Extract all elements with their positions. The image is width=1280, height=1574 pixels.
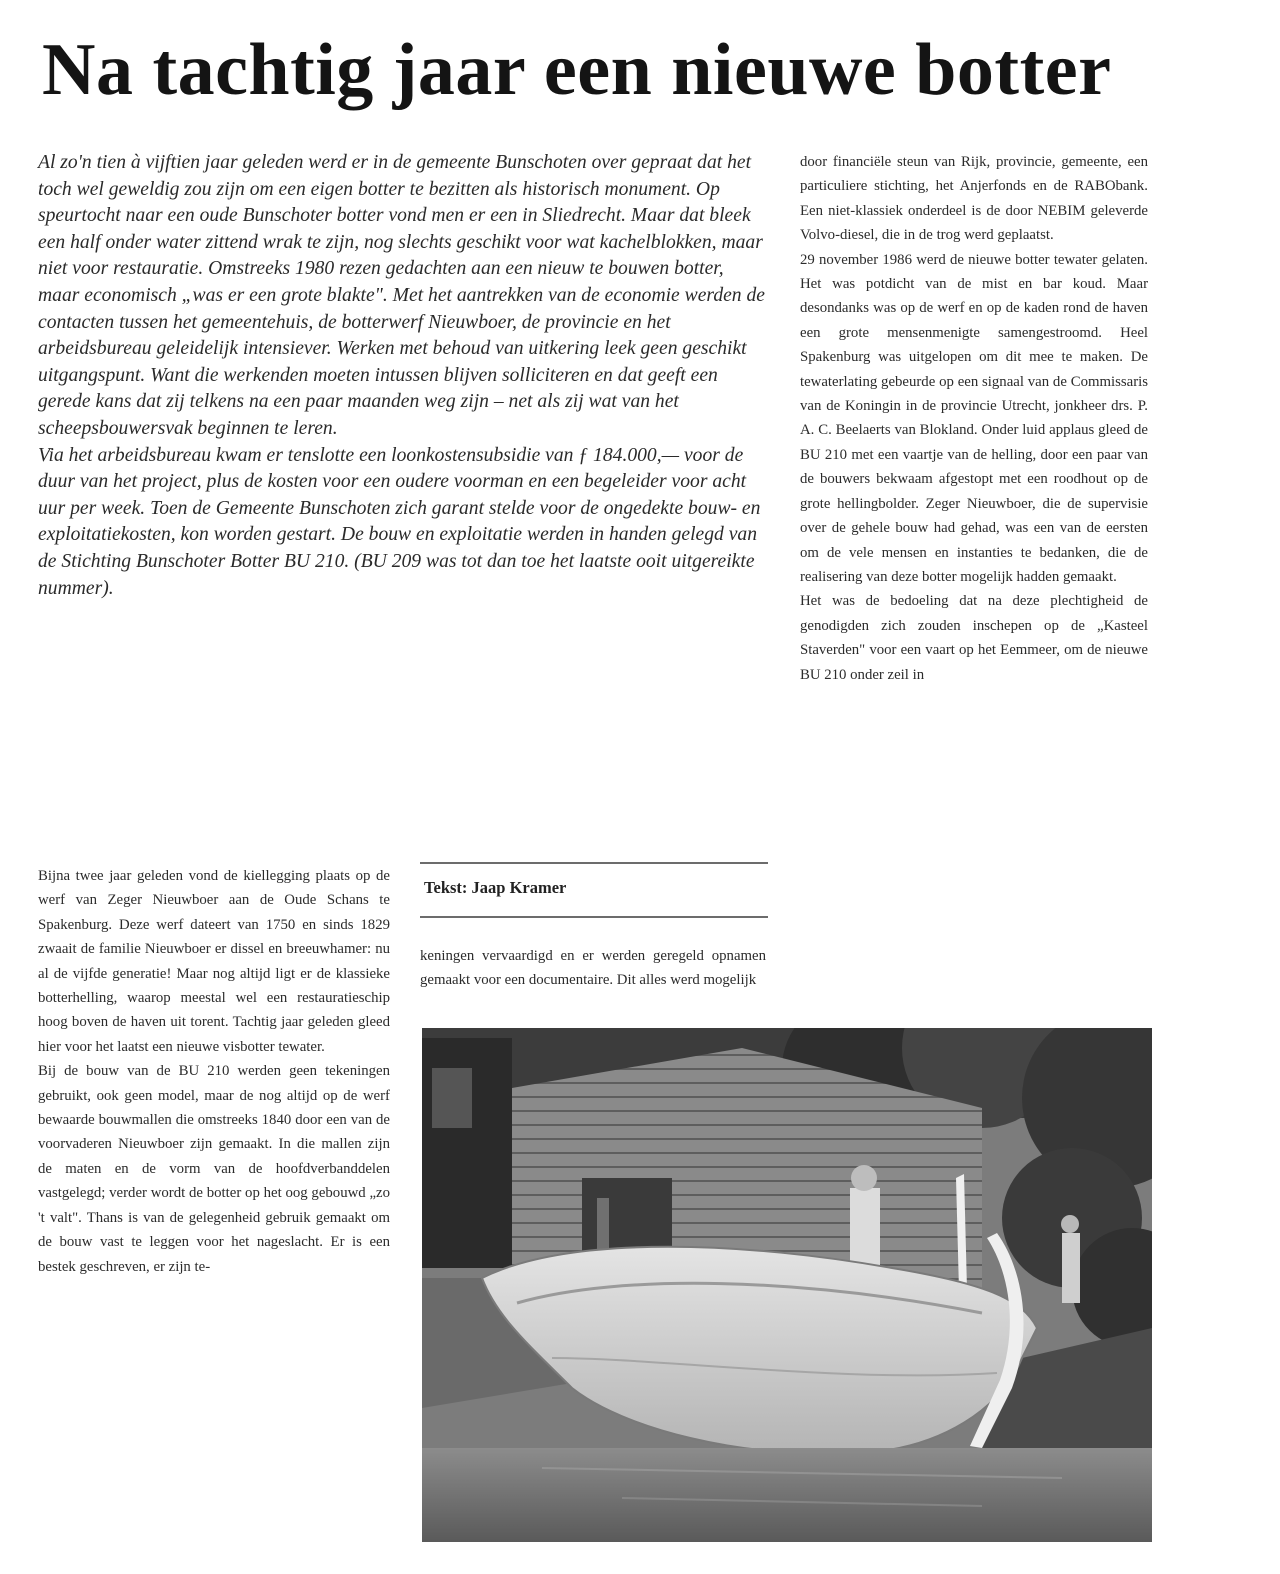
intro-paragraph: Via het arbeidsbureau kwam er tenslotte een loonkostensubsidie van ƒ 184.000,— voor de duur van het project, plus de kosten voor een oudere voorman en een begeleider voor acht uur per week. Toen de Gemeente Bunschoten zich garant stelde voor de ongedekte bouw- en exploitatiekosten, kon worden gestart. De bouw en exploitatie werden in handen gelegd van de Stichting Bunschoter Botter BU 210. (BU 209 was tot dan toe het laatste ooit uitgereikte nummer). [38, 444, 761, 599]
body-paragraph: Bijna twee jaar geleden vond de kiellegging plaats op de werf van Zeger Nieuwboer aan de Oude Schans te Spakenburg. Deze werf dateert van 1750 en sinds 1829 zwaait de familie Nieuwboer er dissel en breeuwhamer: nu al de vijfde generatie! Maar nog altijd ligt er de klassieke botterhelling, waarop meestal wel een restauratieschip hoog boven de haven uit torent. Tachtig jaar geleden gleed hier voor het laatst een nieuwe visbotter tewater. [38, 868, 390, 1055]
body-paragraph: Het was de bedoeling dat na deze plechtigheid de genodigden zich zouden inschepen op de „Kasteel Staverden" voor een vaart op het Eemmeer, om de nieuwe BU 210 onder zeil in [800, 593, 1148, 683]
byline-box [420, 862, 768, 918]
text-column-left [38, 864, 390, 1279]
body-paragraph: door financiële steun van Rijk, provincie, gemeente, een particuliere stichting, het Anjerfonds en de RABObank. Een niet-klassiek onderdeel is de door NEBIM geleverde Volvo-diesel, die in de trog werd geplaatst. [800, 154, 1148, 244]
article-title: Na tachtig jaar een nieuwe botter [42, 29, 1112, 111]
boat-photo [422, 1028, 1152, 1542]
text-column-middle [420, 944, 766, 993]
intro-paragraph: Al zo'n tien à vijftien jaar geleden werd er in de gemeente Bunschoten over gepraat dat het toch wel geweldig zou zijn om een eigen botter te bezitten als historisch monument. Op speurtocht naar een oude Bunschoter botter vond men er een in Sliedrecht. Maar dat bleek een half onder water zittend wrak te zijn, nog slechts geschikt voor wat kachelblokken, maar niet voor restauratie. Omstreeks 1980 rezen gedachten aan een nieuw te bouwen botter, maar economisch „was er een grote blakte". Met het aantrekken van de economie werden de contacten tussen het gemeentehuis, de botterwerf Nieuwboer, de provincie en het arbeidsbureau geleidelijk intensiever. Werken met behoud van uitkering leek geen geschikt uitgangspunt. Want die werkenden moeten intussen blijven solliciteren en dat geeft een gerede kans dat zij telkens na een paar maanden weg zijn – net als zij wat van het scheepsbouwersvak beginnen te leren. [38, 152, 765, 439]
body-paragraph: Bij de bouw van de BU 210 werden geen tekeningen gebruikt, ook geen model, maar de nog altijd op de werf bewaarde bouwmallen die omstreeks 1840 door een van de voorvaderen Nieuwboer zijn gemaakt. In die mallen zijn de maten en de vorm van de hoofdverbanddelen vastgelegd; verder wordt de botter op het oog gebouwd „zo 't valt". Thans is van de gelegenheid gebruik gemaakt om de bouw vast te leggen voor het nageslacht. Er is een bestek geschreven, er zijn te- [38, 1063, 390, 1275]
photo-illustration [422, 1028, 1152, 1542]
byline: Tekst: Jaap Kramer [424, 878, 567, 897]
body-paragraph: keningen vervaardigd en er werden geregeld opnamen gemaakt voor een documentaire. Dit alles werd mogelijk [420, 948, 766, 989]
body-paragraph: 29 november 1986 werd de nieuwe botter tewater gelaten. Het was potdicht van de mist en bar koud. Maar desondanks was op de werf en op de kaden rond de haven een grote mensenmenigte samengestroomd. Heel Spakenburg was uitgelopen om dit mee te maken. De tewaterlating gebeurde op een signaal van de Commissaris van de Koningin in de provincie Utrecht, jonkheer drs. P. A. C. Beelaerts van Blokland. Onder luid applaus gleed de BU 210 met een vaartje van de helling, door een paar van de bouwers bekwaam afgestopt met een roodhout op de grote hellingbolder. Zeger Nieuwboer, die de supervisie over de gehele bouw had gehad, was een van de eersten om de vele mensen en instanties te bedanken, die de realisering van deze botter mogelijk hadden gemaakt. [800, 251, 1148, 585]
text-column-right [800, 150, 1148, 687]
article-intro [38, 150, 766, 602]
